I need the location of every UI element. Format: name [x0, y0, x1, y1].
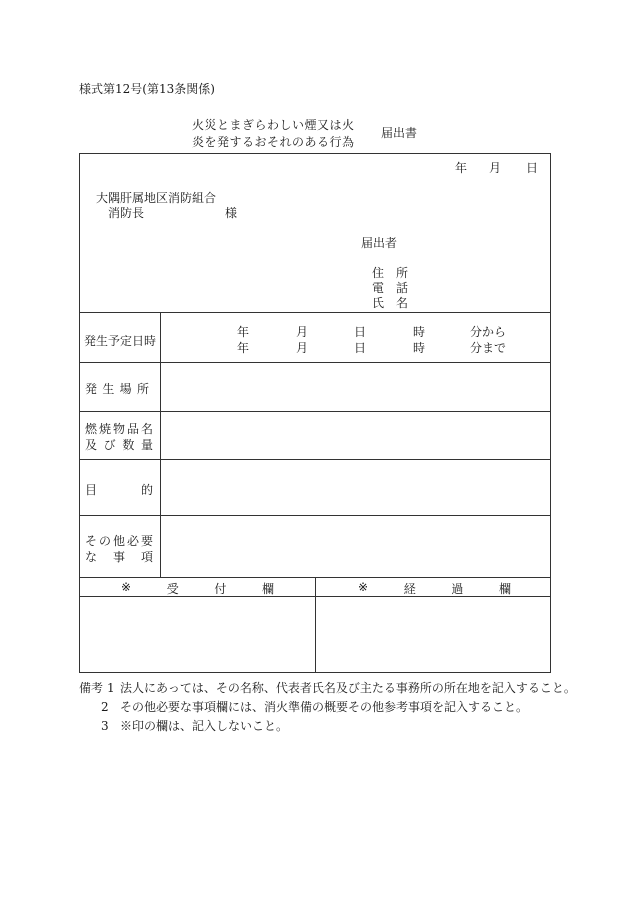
date-month: 月: [489, 161, 502, 175]
honorific: 様: [225, 206, 238, 220]
schedule-to-hour: 時: [413, 341, 426, 355]
remark-item: 3 ※印の欄は、記入しないこと。: [101, 719, 289, 733]
schedule-label: 発生予定日時: [84, 334, 157, 348]
schedule-from-day: 日: [354, 325, 367, 339]
row-divider: [79, 312, 551, 313]
other-label-line1: そ の 他 必 要: [85, 534, 153, 548]
form-number: 様式第12号(第13条関係): [79, 82, 215, 96]
other-label-line2: な 事 項: [85, 550, 153, 564]
name-label: 氏 名: [372, 296, 408, 310]
row-divider: [79, 362, 551, 363]
addressee-organization: 大隅肝属地区消防組合: [96, 191, 217, 205]
addressee-title: 消防長: [108, 206, 145, 220]
form-title-line1: 火災とまぎらわしい煙又は火: [192, 118, 355, 132]
schedule-from-minute: 分から: [470, 325, 507, 339]
materials-label-line2: 及 び 数 量: [85, 438, 153, 452]
schedule-from-hour: 時: [413, 325, 426, 339]
remark-item: 備考 1 法人にあっては、その名称、代表者氏名及び主たる事務所の所在地を記入すること。: [79, 681, 576, 695]
row-divider: [79, 515, 551, 516]
row-divider: [79, 411, 551, 412]
phone-label: 電 話: [372, 281, 408, 295]
label-column-divider: [160, 312, 161, 577]
schedule-to-minute: 分まで: [470, 341, 507, 355]
form-title-line2: 炎を発するおそれのある行為: [192, 135, 355, 149]
remarks: [79, 679, 576, 736]
schedule-from-year: 年: [237, 325, 250, 339]
address-label: 住 所: [372, 266, 408, 280]
schedule-to-year: 年: [237, 341, 250, 355]
remark-item: 2 その他必要な事項欄には、消火準備の概要その他参考事項を記入すること。: [101, 700, 529, 714]
row-divider: [79, 459, 551, 460]
date-year: 年: [455, 161, 468, 175]
schedule-from-month: 月: [296, 325, 309, 339]
purpose-label: 目 的: [85, 483, 153, 497]
applicant-label: 届出者: [361, 236, 398, 250]
progress-column-header: ※ 経 過 欄: [358, 580, 511, 596]
form-title-suffix: 届出書: [381, 126, 418, 140]
materials-label-line1: 燃 焼 物 品 名: [85, 422, 153, 436]
schedule-to-month: 月: [296, 341, 309, 355]
schedule-to-day: 日: [354, 341, 367, 355]
location-label: 発 生 場 所: [85, 382, 149, 396]
date-day: 日: [526, 161, 539, 175]
office-column-divider: [315, 577, 316, 673]
reception-column-header: ※ 受 付 欄: [121, 580, 274, 596]
